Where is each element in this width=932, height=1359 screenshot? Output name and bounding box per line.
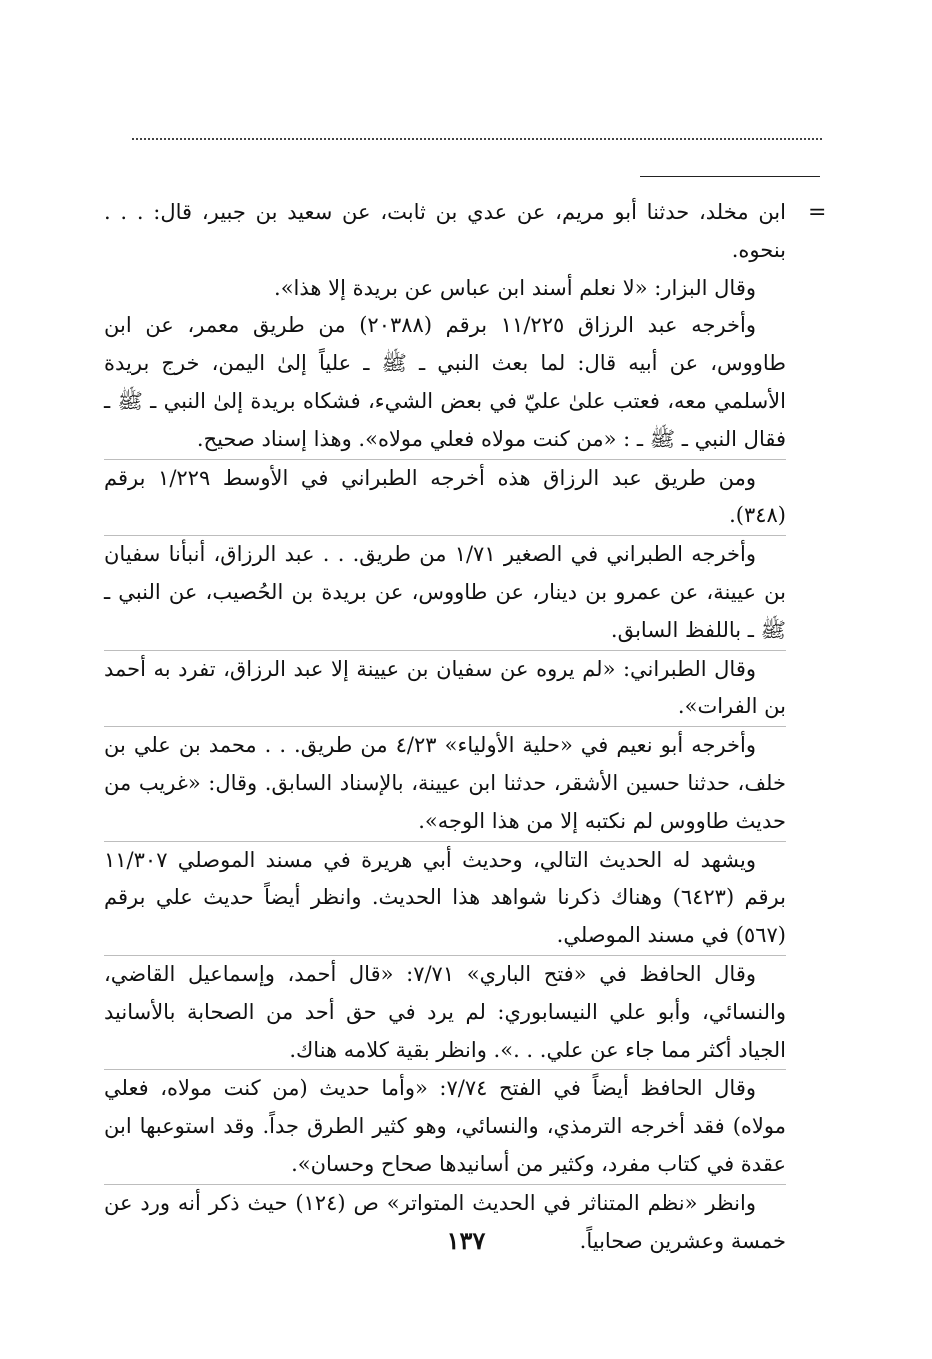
dotted-separator — [132, 138, 822, 140]
footnote-text — [104, 194, 786, 1260]
paragraph-1: ابن مخلد، حدثنا أبو مريم، عن عدي بن ثابت، عن سعيد بن جبير، قال: . . . بنحوه. — [104, 200, 786, 262]
page-number: ١٣٧ — [446, 1226, 486, 1255]
paragraph-6: وقال الطبراني: «لم يروه عن سفيان بن عيينة إلا عبد الرزاق، تفرد به أحمد بن الفرات». — [104, 650, 786, 727]
paragraph-5: وأخرجه الطبراني في الصغير ١/٧١ من طريق. . . عبد الرزاق، أنبأنا سفيان بن عيينة، عن عمرو بن دينار، عن طاووس، عن بريدة بن الحُصيب، عن النبي ـ ﷺ ـ باللفظ السابق. — [104, 535, 786, 649]
paragraph-4: ومن طريق عبد الرزاق هذه أخرجه الطبراني في الأوسط ١/٢٢٩ برقم (٣٤٨). — [104, 459, 786, 536]
paragraph-7: وأخرجه أبو نعيم في «حلية الأولياء» ٤/٢٣ من طريق. . . محمد بن علي بن خلف، حدثنا حسين الأشقر، حدثنا ابن عيينة، بالإسناد السابق. وقال: «غريب من حديث طاووس لم نكتبه إلا من هذا الوجه». — [104, 726, 786, 840]
paragraph-3: وأخرجه عبد الرزاق ١١/٢٢٥ برقم (٢٠٣٨٨) من طريق معمر، عن ابن طاووس، عن أبيه قال: لما بعث النبي ـ ﷺ ـ علياً إلىٰ اليمن، خرج بريدة الأسلمي معه، فعتب علىٰ عليّ في بعض الشيء، فشكاه بريدة إلىٰ النبي ـ ﷺ ـ فقال النبي ـ ﷺ ـ : «من كنت مولاه فعلي مولاه». وهذا إسناد صحيح. — [104, 313, 786, 451]
footnote-rule — [640, 176, 820, 177]
paragraph-10: وقال الحافظ أيضاً في الفتح ٧/٧٤: «وأما حديث (من كنت مولاه، فعلي مولاه) فقد أخرجه الترمذي، والنسائي، وهو كثير الطرق جداً. وقد استوعبها ابن عقدة في كتاب مفرد، وكثير من أسانيدها صحاح وحسان». — [104, 1069, 786, 1183]
paragraph-8: ويشهد له الحديث التالي، وحديث أبي هريرة في مسند الموصلي ١١/٣٠٧ برقم (٦٤٢٣) وهناك ذكرنا شواهد هذا الحديث. وانظر أيضاً حديث علي برقم (٥٦٧) في مسند الموصلي. — [104, 841, 786, 955]
paragraph-9: وقال الحافظ في «فتح الباري» ٧/٧١: «قال أحمد، وإسماعيل القاضي، والنسائي، وأبو علي النيسابوري: لم يرد في حق أحد من الصحابة بالأسانيد الجياد أكثر مما جاء عن علي. . .». وانظر بقية كلامه هناك. — [104, 955, 786, 1069]
continuation-mark: = — [808, 200, 827, 225]
paragraph-11: وانظر «نظم المتناثر في الحديث المتواتر» ص (١٢٤) حيث ذكر أنه ورد عن خمسة وعشرين صحابياً. — [104, 1184, 786, 1261]
paragraph-2: وقال البزار: «لا نعلم أسند ابن عباس عن بريدة إلا هذا». — [274, 275, 756, 300]
